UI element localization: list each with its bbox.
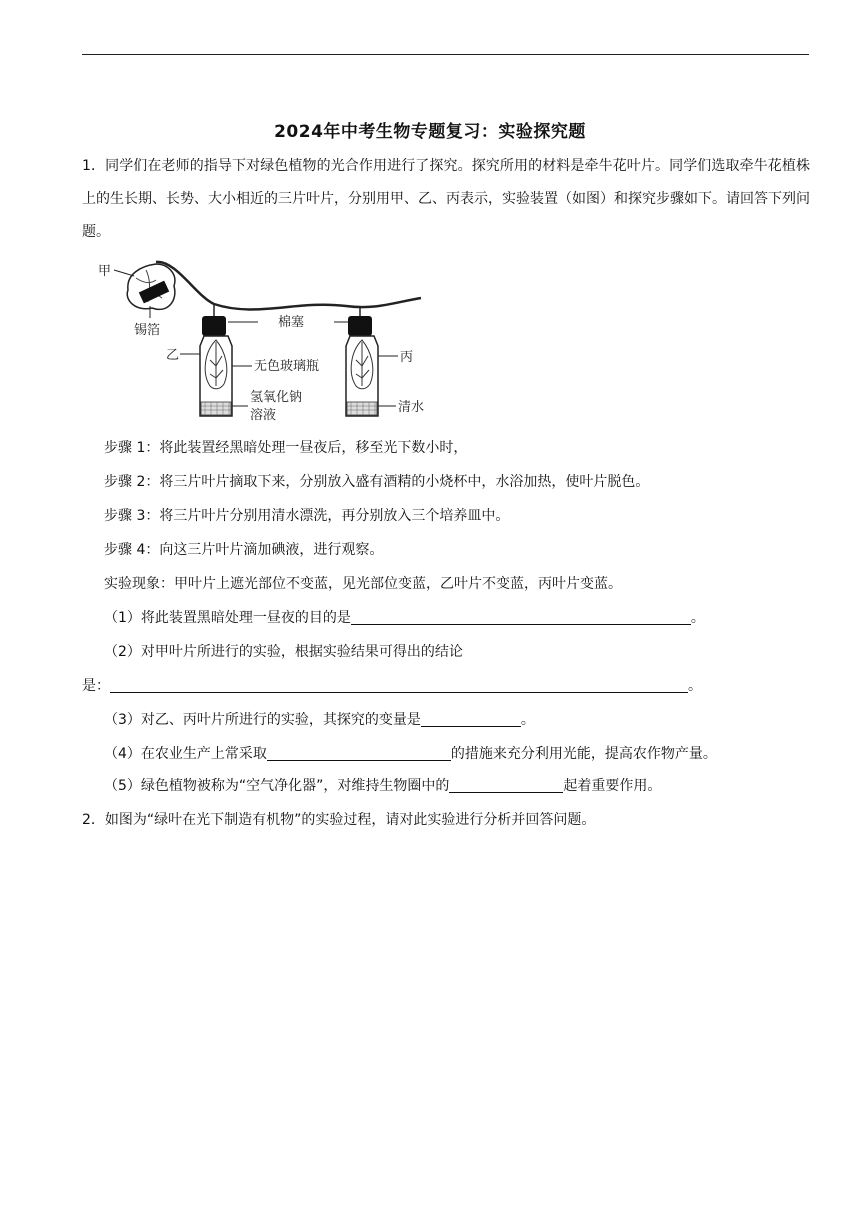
sub-question-3: （3）对乙、丙叶片所进行的实验，其探究的变量是 。 [104,712,535,728]
svg-text:棉塞: 棉塞 [278,315,305,330]
sub-question-4: （4）在农业生产上常采取 的措施来充分利用光能，提高农作物产量。 [104,746,717,762]
question-2-intro: 2．如图为“绿叶在光下制造有机物”的实验过程，请对此实验进行分析并回答问题。 [82,812,596,828]
svg-text:氢氧化钠: 氢氧化钠 [250,390,303,405]
answer-blank-5[interactable] [449,777,563,793]
sub-question-1: （1）将此装置黑暗处理一昼夜的目的是 。 [104,610,705,626]
sub-question-2-line2: 是： 。 [82,678,702,694]
svg-text:锡箔: 锡箔 [134,323,161,338]
bottle-bing [346,306,378,416]
svg-text:溶液: 溶液 [250,408,277,423]
answer-blank-3[interactable] [421,711,521,727]
svg-text:清水: 清水 [398,400,425,415]
svg-text:无色玻璃瓶: 无色玻璃瓶 [254,359,320,374]
sub-question-2-line1: （2）对甲叶片所进行的实验，根据实验结果可得出的结论 [104,644,463,660]
question-1-intro: 1．同学们在老师的指导下对绿色植物的光合作用进行了探究。探究所用的材料是牵牛花叶片。同学们选取牵牛花植株上的生长期、长势、大小相近的三片叶片，分别用甲、乙、丙表示，实验装置（如图）和探究步骤如下。请回答下列问题。 [82,158,810,240]
answer-blank-4[interactable] [267,745,451,761]
answer-blank-1[interactable] [351,609,691,625]
sub-question-5: （5）绿色植物被称为“空气净化器”，对维持生物圈中的 起着重要作用。 [104,778,662,794]
step-2: 步骤 2：将三片叶片摘取下来，分别放入盛有酒精的小烧杯中，水浴加热，使叶片脱色。 [104,474,650,490]
svg-text:甲: 甲 [98,264,112,279]
leaf-jia-icon [127,264,175,309]
step-4: 步骤 4：向这三片叶片滴加碘液，进行观察。 [104,542,384,558]
page-title: 2024年中考生物专题复习：实验探究题 [274,122,586,142]
experiment-apparatus-figure [96,256,436,426]
experiment-phenomenon: 实验现象：甲叶片上遮光部位不变蓝，见光部位变蓝，乙叶片不变蓝，丙叶片变蓝。 [104,576,622,592]
answer-blank-2[interactable] [110,677,688,693]
bottle-yi [200,304,232,416]
svg-text:丙: 丙 [400,350,414,365]
svg-text:乙: 乙 [166,348,180,363]
step-3: 步骤 3：将三片叶片分别用清水漂洗，再分别放入三个培养皿中。 [104,508,510,524]
step-1: 步骤 1：将此装置经黑暗处理一昼夜后，移至光下数小时， [104,440,468,456]
header-rule [82,54,809,55]
